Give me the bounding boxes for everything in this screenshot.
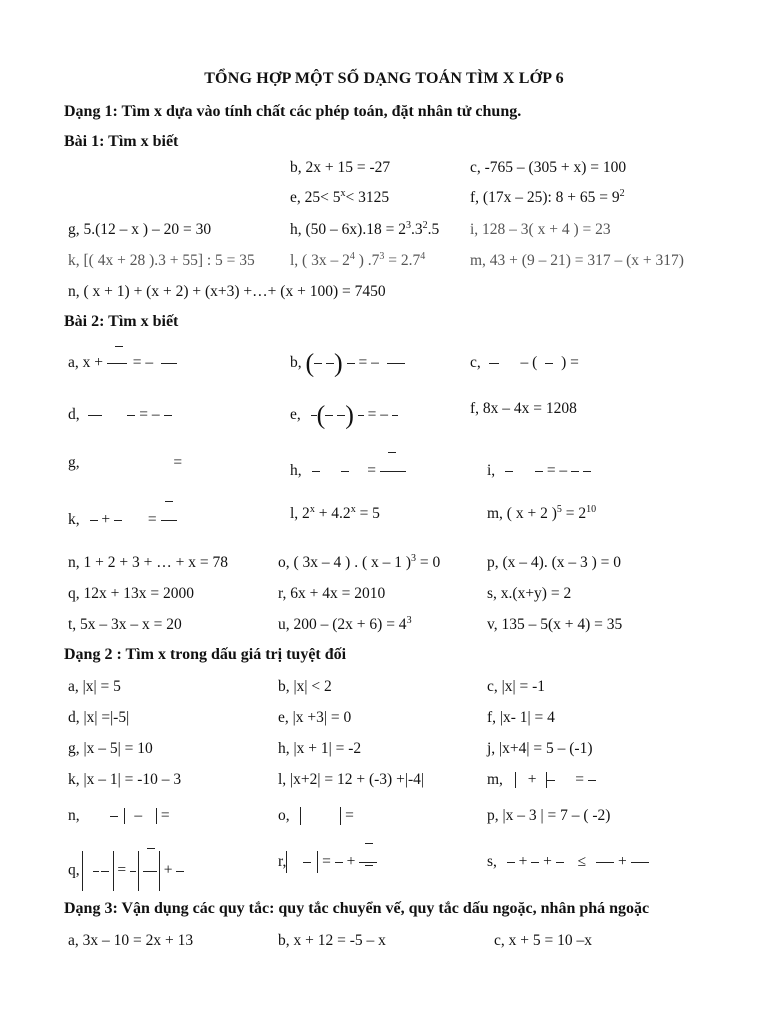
problem-e: e, ( ) = – (290, 404, 398, 426)
problem-f: f, |x- 1| = 4 (487, 709, 555, 726)
problem-k: k, [( 4x + 28 ).3 + 55] : 5 = 35 (68, 252, 255, 269)
dang3-row-1 (0, 930, 768, 956)
problem-i: i, = – (487, 460, 591, 482)
problem-u: u, $200 - (2x + 6) = 4^3$ (278, 615, 412, 633)
problem-n: n, – = (68, 807, 170, 824)
problem-m: m, ( x + 2 )$^5 = 2^{10}$ (487, 504, 597, 522)
exercise-heading-bai1: Bài 1: Tìm x biết (64, 133, 179, 150)
bai2-row-4 (0, 503, 768, 529)
problem-b: b, ( ) = – (290, 352, 405, 374)
problem-o: o, = (278, 807, 354, 824)
problem-s: s, + + ≤ + (487, 851, 649, 873)
exercise-heading-bai2: Bài 2: Tìm x biết (64, 313, 179, 330)
problem-q: q, 12x + 13x = 2000 (68, 585, 194, 602)
problem-a: a, 3x – 10 = 2x + 13 (68, 932, 194, 949)
problem-h: h, = (290, 460, 406, 482)
problem-p: p, (x – 4). (x – 3 ) = 0 (487, 554, 622, 571)
problem-a: a, x + = – (68, 352, 177, 374)
bai2-row-3 (0, 452, 768, 478)
bai1-row-5 (0, 281, 768, 307)
problem-n: n, ( x + 1) + (x + 2) + (x+3) +…+ (x + 100) = 7450 (68, 283, 386, 300)
bai1-row-1 (0, 157, 768, 183)
dang2-row-5 (0, 805, 768, 831)
problem-c: c, – ( ) = (470, 354, 579, 371)
problem-h: h, $(50 - 6x).18 = 2^3.3^2.5$ (290, 220, 440, 238)
problem-l: l, $2^x + 4.2^x = 5$ (290, 504, 380, 522)
dang2-row-4 (0, 769, 768, 795)
problem-l: l, |x+2| = 12 + (-3) +|-4| (278, 771, 424, 788)
problem-p: p, |x – 3 | = 7 – ( -2) (487, 807, 611, 824)
problem-c: c, |x| = -1 (487, 678, 545, 695)
problem-t: t, 5x – 3x – x = 20 (68, 616, 182, 633)
problem-g: g, |x – 5| = 10 (68, 740, 153, 757)
dang2-row-1 (0, 676, 768, 702)
bai1-row-4 (0, 250, 768, 276)
problem-j: j, |x+4| = 5 – (-1) (487, 740, 593, 757)
problem-h: h, |x + 1| = -2 (278, 740, 362, 757)
problem-b: b, x + 12 = -5 – x (278, 932, 386, 949)
problem-n: n, 1 + 2 + 3 + … + x = 78 (68, 554, 228, 571)
bai2-row-2 (0, 400, 768, 430)
bai2-row-7 (0, 614, 768, 640)
problem-e: e, $25< 5^x< 3125$ (290, 188, 390, 206)
problem-f: f, 8x – 4x = 1208 (470, 400, 577, 417)
section-heading-dang3: Dạng 3: Vận dụng các quy tắc: quy tắc chuyển vế, quy tắc dấu ngoặc, nhân phá ngoặc (64, 900, 650, 917)
bai2-row-1 (0, 348, 768, 378)
problem-a: a, |x| = 5 (68, 678, 121, 695)
problem-k: k, + = (68, 509, 179, 531)
problem-f: f, (17x – 25): $8 + 65 = 9^2$ (470, 188, 625, 206)
dang2-row-3 (0, 738, 768, 764)
bai2-row-5 (0, 552, 768, 578)
problem-s: s, x.(x+y) = 2 (487, 585, 572, 602)
problem-m: m, + = (487, 769, 596, 791)
dang2-row-6 (0, 851, 768, 877)
problem-c: c, x + 5 = 10 –x (494, 932, 592, 949)
problem-m: m, 43 + (9 – 21) = 317 – (x + 317) (470, 252, 684, 269)
problem-i: i, 128 – 3( x + 4 ) = 23 (470, 221, 611, 238)
problem-r: r, 6x + 4x = 2010 (278, 585, 386, 602)
bai1-row-2 (0, 187, 768, 213)
problem-k: k, |x – 1| = -10 – 3 (68, 771, 182, 788)
problem-v: v, 135 – 5(x + 4) = 35 (487, 616, 623, 633)
problem-b: b, 2x + 15 = -27 (290, 159, 391, 176)
problem-l: l, ( $3x - 2^4$ ) $.7^3 = 2.7^4$ (290, 251, 426, 269)
problem-g: g, = (68, 454, 183, 471)
problem-d: d, = – (68, 404, 172, 426)
problem-g: g, 5.(12 – x ) – 20 = 30 (68, 221, 212, 238)
problem-e: e, |x +3| = 0 (278, 709, 352, 726)
page-title: TỔNG HỢP MỘT SỐ DẠNG TOÁN TÌM X LỚP 6 (204, 70, 564, 87)
bai1-row-3 (0, 219, 768, 245)
problem-d: d, |x| =|-5| (68, 709, 130, 726)
section-heading-dang2: Dạng 2 : Tìm x trong dấu giá trị tuyệt đối (64, 646, 347, 663)
dang2-row-2 (0, 707, 768, 733)
problem-c: c, -765 – (305 + x) = 100 (470, 159, 627, 176)
problem-r: r, = + (278, 851, 379, 873)
problem-o: o, ( 3x – 4 ) . ( x – 1 )$^3$ = 0 (278, 553, 441, 571)
section-heading-dang1: Dạng 1: Tìm x dựa vào tính chất các phép toán, đặt nhân tử chung. (64, 103, 522, 120)
bai2-row-6 (0, 583, 768, 609)
problem-b: b, |x| < 2 (278, 678, 332, 695)
problem-q: q, = + (68, 851, 184, 891)
